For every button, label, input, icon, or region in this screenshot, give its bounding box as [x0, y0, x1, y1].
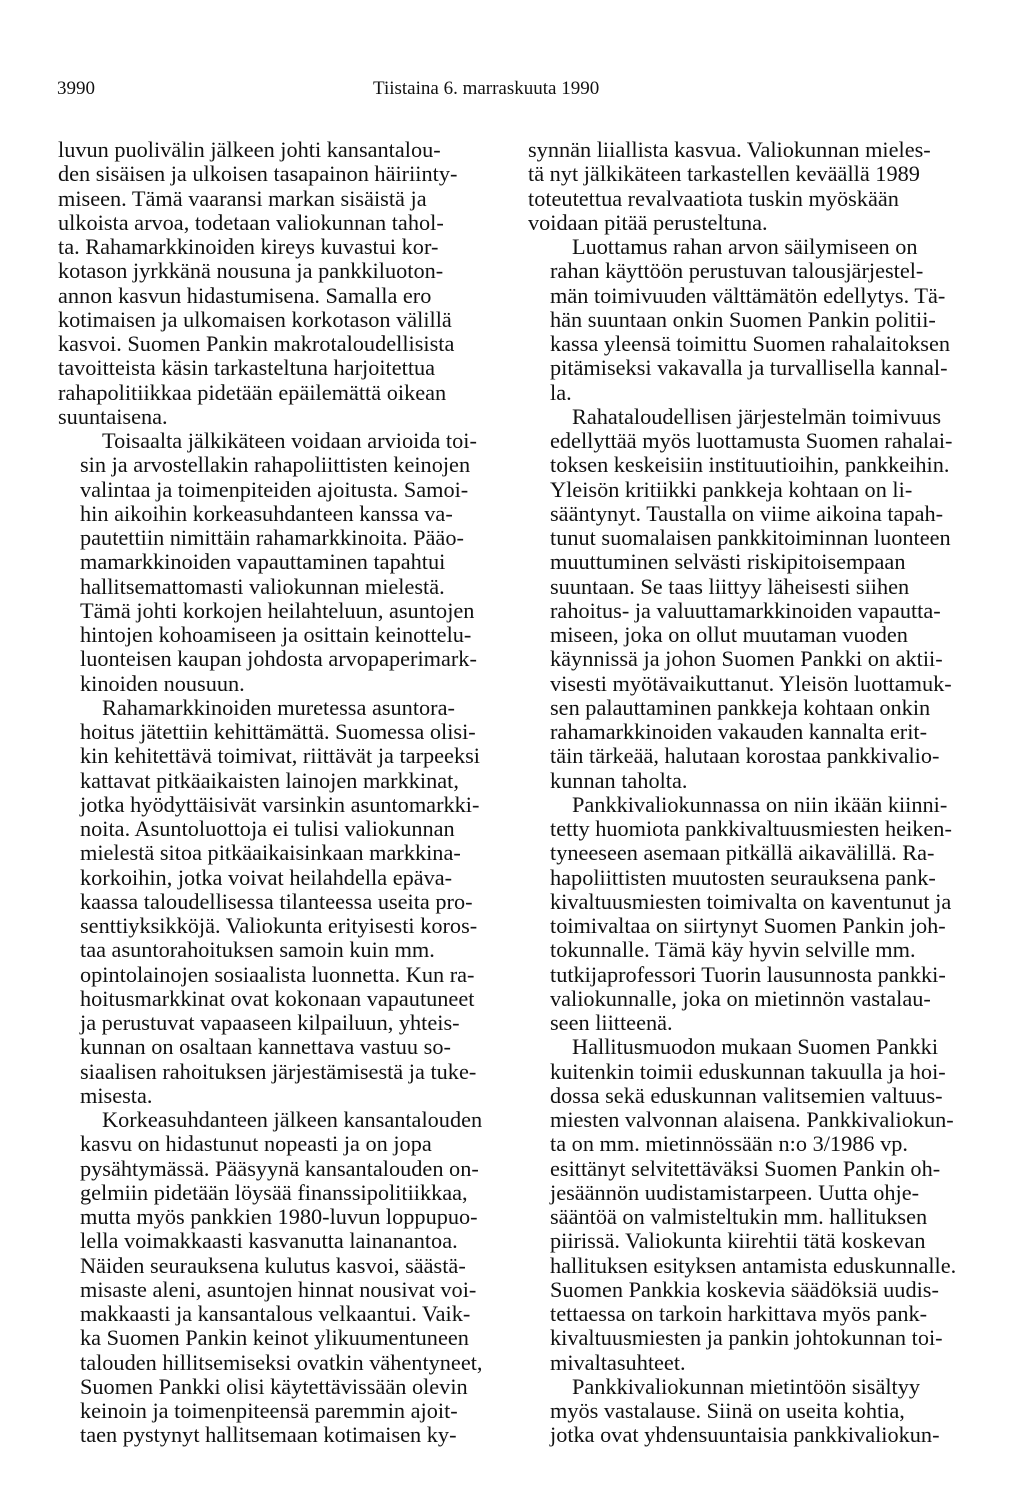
text-line: sen palauttaminen pankkeja kohtaan onkin — [550, 694, 931, 720]
text-line: makkaasti ja kansantalous velkaantui. Vaik- — [80, 1301, 471, 1326]
text-line: ulkoista arvoa, todetaan valiokunnan tahol- — [58, 209, 444, 235]
text-line: män toimivuuden välttämätön edellytys. Tä- — [550, 282, 946, 308]
text-line: keinoin ja toimenpiteensä paremmin ajoit- — [80, 1398, 458, 1423]
text-line: luonteisen kaupan johdosta arvopaperimark- — [80, 646, 477, 672]
right-column-paragraph — [528, 138, 968, 235]
text-line: kaassa taloudellisessa tilanteessa useita pro- — [80, 888, 473, 914]
right-column-paragraph — [528, 793, 968, 1036]
text-line: hoitus jätettiin kehittämättä. Suomessa olisi- — [80, 719, 476, 744]
left-column-paragraph — [58, 138, 498, 429]
text-line: tä nyt jälkikäteen tarkastellen keväällä 1989 — [528, 161, 920, 187]
text-line: pysähtymässä. Pääsyynä kansantalouden on- — [80, 1155, 479, 1181]
text-line: senttiyksikköjä. Valiokunta erityisesti koros- — [80, 913, 478, 938]
text-line: käynnissä ja johon Suomen Pankki on aktii- — [550, 646, 943, 672]
left-text-column — [58, 138, 498, 1448]
text-line: korkoihin, jotka voivat heilahdella epäva- — [80, 864, 453, 890]
text-line: Yleisön kritiikki pankkeja kohtaan on li- — [550, 476, 913, 502]
text-line: taen pystynyt hallitsemaan kotimaisen ky- — [80, 1422, 457, 1448]
text-line: ta. Rahamarkkinoiden kireys kuvastui kor- — [58, 234, 439, 259]
text-line: Rahataloudellisen järjestelmän toimivuus — [572, 403, 942, 429]
text-line: talouden hillitsemiseksi ovatkin vähentyneet, — [80, 1349, 483, 1375]
text-line: kattavat pitkäaikaisten lainojen markkinat, — [80, 767, 459, 793]
text-line: kotimaisen ja ulkomaisen korkotason välillä — [58, 306, 452, 332]
text-line: Toisaalta jälkikäteen voidaan arvioida toi- — [102, 428, 477, 453]
header-date: Tiistaina 6. marraskuuta 1990 — [373, 78, 600, 99]
text-line: sääntynyt. Taustalla on viime aikoina tapah- — [550, 500, 944, 526]
text-line: Korkeasuhdanteen jälkeen kansantalouden — [102, 1107, 483, 1132]
text-line: piirissä. Valiokunta kiirehtii tätä koskevan — [550, 1228, 926, 1254]
right-column-paragraph — [528, 405, 968, 793]
text-line: siaalisen rahoituksen järjestämisestä ja tuke- — [80, 1058, 477, 1084]
text-line: esittänyt selvitettäväksi Suomen Pankin oh- — [550, 1155, 941, 1181]
page-header — [57, 78, 967, 102]
text-line: Näiden seurauksena kulutus kasvoi, säästä- — [80, 1252, 466, 1278]
text-line: tutkijaprofessori Tuorin lausunnosta pankki- — [550, 961, 946, 987]
text-line: täin tärkeää, halutaan korostaa pankkivalio- — [550, 743, 940, 769]
text-line: seen liitteenä. — [550, 1010, 673, 1035]
text-line: noita. Asuntoluottoja ei tulisi valiokunnan — [80, 816, 455, 841]
text-line: rahoitus- ja valuuttamarkkinoiden vapautta- — [550, 597, 941, 623]
text-line: sääntöä on valmisteltukin mm. hallituksen — [550, 1204, 928, 1229]
text-line: tettaessa on tarkoin harkittava myös pank- — [550, 1301, 928, 1326]
text-line: gelmiin pidetään löysää finanssipolitiikkaa, — [80, 1179, 468, 1205]
right-column-paragraph — [528, 1035, 968, 1375]
text-line: kunnan taholta. — [550, 767, 688, 793]
text-line: kin kehitettävä toimivat, riittävät ja tarpeeksi — [80, 743, 480, 769]
text-line: toksen keskeisiin instituutioihin, pankkeihin. — [550, 452, 950, 478]
text-line: muuttuminen selvästi riskipitoisempaan — [550, 549, 906, 575]
text-line: valiokunnalle, joka on mietinnön vastalau- — [550, 985, 931, 1011]
text-line: dossa sekä eduskunnan valitsemien valtuus- — [550, 1082, 943, 1108]
text-line: mutta myös pankkien 1980-luvun loppupuo- — [80, 1204, 478, 1229]
text-line: Suomen Pankkia koskevia säädöksiä uudis- — [550, 1276, 939, 1302]
text-line: hapoliittisten muutosten seurauksena pank- — [550, 864, 936, 890]
text-line: mivaltasuhteet. — [550, 1349, 686, 1375]
text-line: rahapolitiikkaa pidetään epäilemättä oikean — [58, 379, 447, 405]
text-line: edellyttää myös luottamusta Suomen rahalai- — [550, 428, 953, 453]
right-column-paragraph — [528, 1375, 968, 1448]
left-column-paragraph — [58, 696, 498, 1108]
text-line: hän suuntaan onkin Suomen Pankin politii- — [550, 306, 936, 332]
text-line: valintaa ja toimenpiteiden ajoitusta. Samoi- — [80, 476, 469, 502]
text-line: kivaltuusmiesten ja pankin johtokunnan toi- — [550, 1325, 943, 1351]
left-column-paragraph — [58, 429, 498, 696]
text-line: annon kasvun hidastumisena. Samalla ero — [58, 282, 432, 308]
text-line: Tämä johti korkojen heilahteluun, asuntojen — [80, 597, 475, 623]
text-line: pitämiseksi vakavalla ja turvallisella kannal- — [550, 355, 948, 381]
text-line: ka Suomen Pankin keinot ylikuumentuneen — [80, 1325, 469, 1351]
text-line: kotason jyrkkänä nousuna ja pankkiluoton- — [58, 258, 444, 284]
left-column-paragraph — [58, 1108, 498, 1448]
text-line: jotka ovat yhdensuuntaisia pankkivaliokun- — [550, 1422, 940, 1448]
text-line: taa asuntorahoituksen samoin kuin mm. — [80, 937, 435, 963]
text-line: luvun puolivälin jälkeen johti kansantalou- — [58, 137, 441, 162]
text-line: miseen. Tämä vaaransi markan sisäistä ja — [58, 185, 427, 211]
text-line: tyneeseen asemaan pitkällä aikavälillä. Ra- — [550, 840, 935, 866]
text-line: rahamarkkinoiden vakauden kannalta erit- — [550, 719, 928, 744]
text-line: kuitenkin toimii eduskunnan takuulla ja hoi- — [550, 1058, 946, 1084]
text-line: mielestä sitoa pitkäaikaisinkaan markkina- — [80, 840, 461, 866]
text-line: tetty huomiota pankkivaltuusmiesten heiken- — [550, 816, 952, 841]
text-line: miesten valvonnan alaisena. Pankkivaliokun- — [550, 1107, 954, 1132]
text-line: kasvoi. Suomen Pankin makrotaloudellisista — [58, 331, 455, 356]
right-column-paragraph — [528, 235, 968, 405]
text-line: myös vastalause. Siinä on useita kohtia, — [550, 1398, 905, 1423]
text-line: Suomen Pankki olisi käytettävissään olevin — [80, 1373, 468, 1399]
text-line: ta on mm. mietinnössään n:o 3/1986 vp. — [550, 1131, 908, 1157]
text-line: miseen, joka on ollut muutaman vuoden — [550, 622, 908, 647]
text-line: den sisäisen ja ulkoisen tasapainon häiriinty- — [58, 161, 458, 187]
text-line: sin ja arvostellakin rahapoliittisten keinojen — [80, 452, 471, 478]
text-line: rahan käyttöön perustuvan talousjärjestel- — [550, 258, 924, 284]
text-line: kunnan on osaltaan kannettava vastuu so- — [80, 1034, 451, 1060]
text-line: visesti myötävaikuttanut. Yleisön luottamuk- — [550, 670, 952, 696]
text-line: mamarkkinoiden vapauttaminen tapahtui — [80, 549, 446, 575]
text-line: Rahamarkkinoiden muretessa asuntora- — [102, 694, 455, 720]
text-line: toimivaltaa on siirtynyt Suomen Pankin joh- — [550, 913, 946, 938]
text-line: kivaltuusmiesten toimivalta on kaventunut ja — [550, 888, 952, 914]
text-line: lella voimakkaasti kasvanutta lainanantoa. — [80, 1228, 458, 1254]
right-text-column — [528, 138, 968, 1448]
text-line: hintojen kohoamiseen ja osittain keinottelu- — [80, 622, 472, 647]
text-line: kasvu on hidastunut nopeasti ja on jopa — [80, 1131, 432, 1157]
text-line: Hallitusmuodon mukaan Suomen Pankki — [572, 1034, 939, 1060]
text-line: Luottamus rahan arvon säilymiseen on — [572, 234, 918, 259]
text-line: kassa yleensä toimittu Suomen rahalaitoksen — [550, 331, 951, 356]
text-line: synnän liiallista kasvua. Valiokunnan mieles- — [528, 137, 931, 162]
text-line: suuntaisena. — [58, 403, 168, 429]
text-line: voidaan pitää perusteltuna. — [528, 209, 768, 235]
text-line: tavoitteista käsin tarkasteltuna harjoitettua — [58, 355, 436, 381]
text-line: opintolainojen sosiaalista luonnetta. Kun ra- — [80, 961, 475, 987]
text-line: hin aikoihin korkeasuhdanteen kanssa va- — [80, 500, 453, 526]
text-line: tokunnalle. Tämä käy hyvin selville mm. — [550, 937, 916, 963]
text-line: pautettiin nimittäin rahamarkkinoita. Pääo- — [80, 525, 464, 550]
text-line: misesta. — [80, 1082, 153, 1108]
text-line: jotka hyödyttäisivät varsinkin asuntomarkki- — [80, 791, 480, 817]
text-line: kinoiden nousuun. — [80, 670, 245, 696]
text-line: Pankkivaliokunnassa on niin ikään kiinni- — [572, 791, 948, 817]
text-line: misaste aleni, asuntojen hinnat nousivat voi- — [80, 1276, 477, 1302]
text-line: hallitsemattomasti valiokunnan mielestä. — [80, 573, 445, 599]
text-line: jesäännön uudistamistarpeen. Uutta ohje- — [550, 1179, 920, 1205]
page-number: 3990 — [57, 78, 95, 99]
text-line: Pankkivaliokunnan mietintöön sisältyy — [572, 1373, 921, 1399]
text-line: suuntaan. Se taas liittyy läheisesti siihen — [550, 573, 910, 599]
text-line: ja perustuvat vapaaseen kilpailuun, yhteis- — [80, 1010, 460, 1035]
text-line: toteutettua revalvaatiota tuskin myöskään — [528, 185, 899, 211]
text-line: la. — [550, 379, 572, 405]
text-line: hoitusmarkkinat ovat kokonaan vapautuneet — [80, 985, 475, 1011]
text-line: hallituksen esityksen antamista eduskunnalle. — [550, 1252, 957, 1278]
text-line: tunut suomalaisen pankkitoiminnan luonteen — [550, 525, 951, 550]
